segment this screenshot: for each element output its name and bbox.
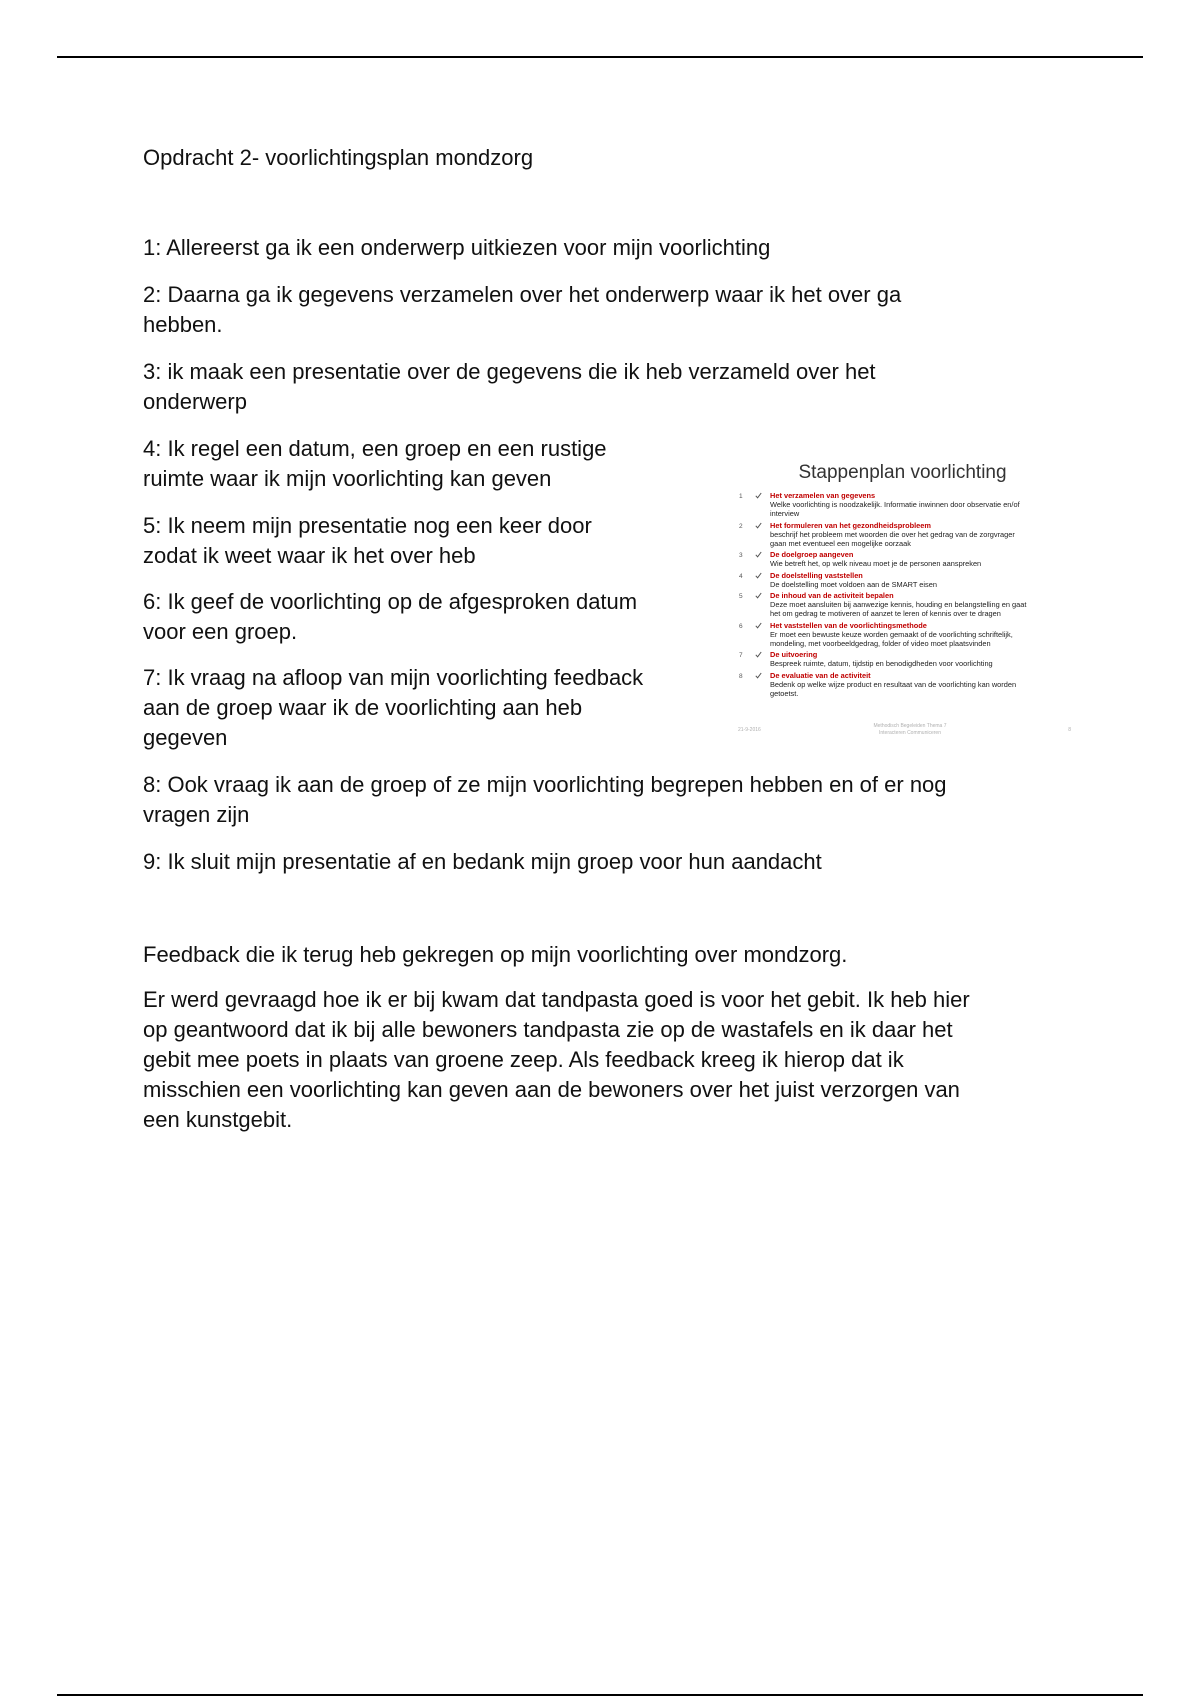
bottom-rule: [57, 1694, 1143, 1696]
slide-footer: [720, 723, 1085, 739]
slide-footer-date: 21-9-2016: [738, 727, 761, 733]
slide-step: [720, 671, 1085, 699]
slide-step-number: 2: [739, 522, 743, 530]
step-text-line: hebben.: [143, 312, 223, 337]
feedback-text-line: op geantwoord dat ik bij alle bewoners tandpasta zie op de wastafels en ik daar het: [143, 1017, 953, 1042]
feedback-text-line: misschien een voorlichting kan geven aan de bewoners over het juist verzorgen van: [143, 1077, 960, 1102]
slide-step-heading: De uitvoering: [770, 650, 818, 660]
step-text-line: vragen zijn: [143, 802, 250, 827]
slide-step: [720, 550, 1085, 568]
step-text-line: aan de groep waar ik de voorlichting aan heb: [143, 695, 583, 720]
slide-step-description-line: Er moet een bewuste keuze worden gemaakt of de voorlichting schriftelijk,: [770, 629, 1013, 639]
slide-step-number: 3: [739, 552, 743, 560]
slide-step-description-line: Welke voorlichting is noodzakelijk. Informatie inwinnen door observatie en/of: [770, 500, 1020, 510]
slide-step-description-line: Wie betreft het, op welk niveau moet je de personen aanspreken: [770, 559, 982, 569]
check-icon: [755, 522, 762, 529]
feedback-heading-text: Feedback die ik terug heb gekregen op mijn voorlichting over mondzorg.: [143, 942, 848, 967]
slide-step-number: 6: [739, 622, 743, 630]
slide-step-description-line: De doelstelling moet voldoen aan de SMART eisen: [770, 579, 937, 589]
slide-step-number: 7: [739, 652, 743, 660]
slide-page-number: 8: [1068, 727, 1071, 733]
step-text-line: voor een groep.: [143, 619, 298, 644]
slide-step-description-line: het om gedrag te motiveren of aanzet te leren of kennis over te dragen: [770, 609, 1001, 619]
step-text-line: 6: Ik geef de voorlichting op de afgesproken datum: [143, 589, 638, 614]
slide-step: [720, 571, 1085, 589]
step-text-line: 8: Ook vraag ik aan de groep of ze mijn voorlichting begrepen hebben en of er nog: [143, 772, 947, 797]
step-item-7: [143, 663, 643, 753]
slide-title: Stappenplan voorlichting: [798, 462, 1007, 483]
slide-step: [720, 591, 1085, 619]
step-item-8: [143, 770, 947, 830]
step-text-line: 7: Ik vraag na afloop van mijn voorlichting feedback: [143, 665, 644, 690]
step-item-3: [143, 357, 876, 417]
step-text-line: 3: ik maak een presentatie over de gegevens die ik heb verzameld over het: [143, 359, 876, 384]
feedback-heading: [143, 940, 847, 970]
step-text-line: 1: Allereerst ga ik een onderwerp uitkiezen voor mijn voorlichting: [143, 235, 771, 260]
step-text-line: zodat ik weet waar ik het over heb: [143, 543, 476, 568]
step-text-line: 2: Daarna ga ik gegevens verzamelen over het onderwerp waar ik het over ga: [143, 282, 902, 307]
slide-step: [720, 621, 1085, 649]
slide-step-heading: De inhoud van de activiteit bepalen: [770, 591, 894, 601]
step-text-line: ruimte waar ik mijn voorlichting kan geven: [143, 466, 552, 491]
feedback-text-line: gebit mee poets in plaats van groene zeep. Als feedback kreeg ik hierop dat ik: [143, 1047, 904, 1072]
slide-footer-course-line: Methodisch Begeleiden Thema 7: [873, 723, 947, 729]
step-text-line: onderwerp: [143, 389, 247, 414]
step-item-6: [143, 587, 637, 647]
check-icon: [755, 592, 762, 599]
top-rule: [57, 56, 1143, 58]
slide-step-heading: Het verzamelen van gegevens: [770, 491, 876, 500]
slide-step-description-line: Deze moet aansluiten bij aanwezige kennis, houding en belangstelling en gaat: [770, 600, 1027, 610]
slide-step-description-line: Bedenk op welke wijze product en resultaat van de voorlichting kan worden: [770, 679, 1017, 689]
slide-step: [720, 650, 1085, 668]
feedback-text-line: een kunstgebit.: [143, 1107, 293, 1132]
step-text-line: gegeven: [143, 725, 228, 750]
slide-step: [720, 521, 1085, 549]
slide-step-description-line: gaan met eventueel een mogelijke oorzaak: [770, 539, 911, 549]
step-text-line: 4: Ik regel een datum, een groep en een rustige: [143, 436, 607, 461]
document-title: [143, 143, 533, 173]
slide-step-heading: De doelstelling vaststellen: [770, 570, 863, 580]
check-icon: [755, 572, 762, 579]
check-icon: [755, 622, 762, 629]
slide-step-heading: Het formuleren van het gezondheidsprobleem: [770, 520, 931, 530]
step-text-line: 9: Ik sluit mijn presentatie af en bedank mijn groep voor hun aandacht: [143, 849, 822, 874]
slide-step-heading: Het vaststellen van de voorlichtingsmethode: [770, 620, 927, 630]
check-icon: [755, 672, 762, 679]
slide-step-description-line: mondeling, met voorbeeldgedrag, folder of video moet plaatsvinden: [770, 639, 991, 649]
slide-step-number: 8: [739, 672, 743, 680]
slide-footer-course: [840, 723, 980, 737]
feedback-paragraph: [143, 985, 970, 1135]
feedback-text-line: Er werd gevraagd hoe ik er bij kwam dat tandpasta goed is voor het gebit. Ik heb hier: [143, 987, 970, 1012]
step-item-2: [143, 280, 901, 340]
step-item-1: [143, 233, 770, 263]
step-item-4: [143, 434, 607, 494]
document-title-text: Opdracht 2- voorlichtingsplan mondzorg: [143, 145, 534, 170]
slide-step-number: 4: [739, 572, 743, 580]
slide-step-heading: De evaluatie van de activiteit: [770, 670, 871, 680]
check-icon: [755, 551, 762, 558]
slide-step-description-line: interview: [770, 509, 800, 519]
embedded-slide-image: [720, 455, 1085, 743]
slide-footer-course-line: Interacteren Communiceren: [879, 730, 941, 736]
check-icon: [755, 492, 762, 499]
check-icon: [755, 651, 762, 658]
slide-step: [720, 491, 1085, 519]
slide-step-heading: De doelgroep aangeven: [770, 550, 854, 560]
step-item-5: [143, 511, 592, 571]
slide-step-description-line: getoetst.: [770, 689, 799, 699]
slide-step-description-line: beschrijf het probleem met woorden die over het gedrag van de zorgvrager: [770, 529, 1015, 539]
slide-step-description-line: Bespreek ruimte, datum, tijdstip en benodigdheden voor voorlichting: [770, 659, 993, 669]
slide-step-number: 1: [739, 493, 743, 500]
step-text-line: 5: Ik neem mijn presentatie nog een keer door: [143, 513, 592, 538]
step-item-9: [143, 847, 822, 877]
slide-step-number: 5: [739, 593, 743, 601]
slide-step-list: [720, 491, 1085, 700]
